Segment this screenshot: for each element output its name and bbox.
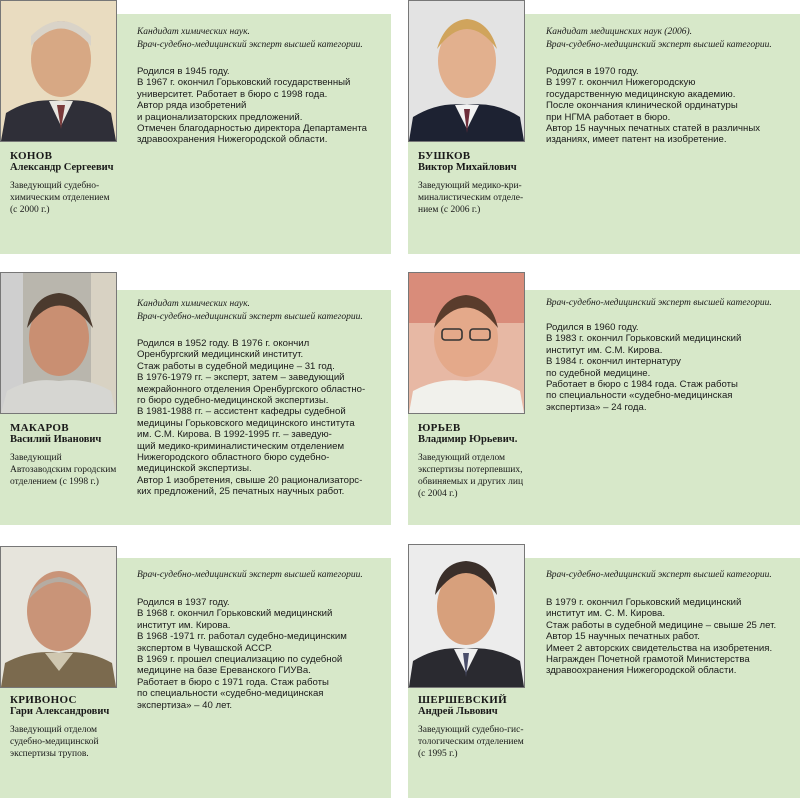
given-name: Василий Иванович (10, 434, 102, 445)
degree-makarov: Кандидат химических наук. Врач-судебно-медицинский эксперт высшей категории. (137, 299, 363, 322)
degree-shershevsky: Врач-судебно-медицинский эксперт высшей категории. (546, 570, 772, 580)
bio-konov: Родился в 1945 году. В 1967 г. окончил Горьковский государственный университет. Работает в бюро с 1998 года. Автор ряда изобретений и рационализаторских предложений. Отмечен благодарностью директора Департамента здравоохранения Нижегородской области. (137, 66, 367, 146)
bio-shershevsky: В 1979 г. окончил Горьковский медицинский институт им. С. М. Кирова. Стаж работы в судебной медицине – свыше 25 лет. Автор 15 научных печатных работ. Имеет 2 авторских свидетельства на изобретения. Награжден Почетной грамотой Министерства здравоохранения Нижегородской области. (546, 597, 777, 677)
photo-shershevsky (408, 544, 525, 688)
name-block-shershevsky (418, 694, 543, 760)
photo-krivonos (0, 546, 117, 688)
bio-yuriev: Родился в 1960 году. В 1983 г. окончил Горьковский медицинский институт им. С.М. Кирова. В 1984 г. окончил интернатуру по судебной медицине. Работает в бюро с 1984 года. Стаж работы по специальности «судебно-медицинская экспертиза» – 24 года. (546, 322, 742, 413)
name-block-konov (10, 150, 120, 216)
name-block-makarov (10, 422, 135, 488)
position-text: Заведующий судебно- химическим отделением (с 2000 г.) (10, 181, 110, 215)
surname: БУШКОВ (418, 150, 471, 162)
degree-yuriev: Врач-судебно-медицинский эксперт высшей категории. (546, 298, 772, 308)
given-name: Александр Сергеевич (10, 162, 114, 173)
photo-yuriev (408, 272, 525, 414)
degree-krivonos: Врач-судебно-медицинский эксперт высшей категории. (137, 570, 363, 580)
given-name: Виктор Михайлович (418, 162, 517, 173)
photo-konov (0, 0, 117, 142)
position-text: Заведующий отделом судебно-медицинской экспертизы трупов. (10, 725, 99, 759)
name-block-krivonos (10, 694, 130, 760)
position-text: Заведующий Автозаводским городским отделением (с 1998 г.) (10, 453, 117, 487)
surname: МАКАРОВ (10, 422, 69, 434)
name-block-yuriev (418, 422, 543, 500)
photo-bushkov (408, 0, 525, 142)
name-block-bushkov (418, 150, 538, 216)
bio-bushkov: Родился в 1970 году. В 1997 г. окончил Нижегородскую государственную медицинскую академию. После окончания клинической ординатуры при НГМА работает в бюро. Автор 15 научных печатных статей в различных изданиях, имеет патент на изобретение. (546, 66, 761, 146)
degree-konov: Кандидат химических наук. Врач-судебно-медицинский эксперт высшей категории. (137, 27, 363, 50)
given-name: Андрей Львович (418, 706, 498, 717)
given-name: Владимир Юрьевич. (418, 434, 518, 445)
photo-makarov (0, 272, 117, 414)
bio-makarov: Родился в 1952 году. В 1976 г. окончил Оренбургский медицинский институт. Стаж работы в судебной медицине – 31 год. В 1976-1979 гг. – эксперт, затем – заведующий межрайонного отделения Оренбургского областно- го бюро судебно-медицинской экспертизы. В 1981-1988 гг. – ассистент кафедры судебной медицины Горьковского медицинского института им. С.М. Кирова. В 1992-1995 гг. – заведую- щий медико-криминалистическим отделением Нижегородского областного бюро судебно- медицинской экспертизы. Автор 1 изобретения, свыше 20 рационализаторс- ких предложений, 25 печатных научных работ. (137, 338, 366, 498)
position-text: Заведующий судебно-гис- тологическим отделением (с 1995 г.) (418, 725, 524, 759)
surname: ЮРЬЕВ (418, 422, 461, 434)
position-text: Заведующий отделом экспертизы потерпевших, обвиняемых и других лиц (с 2004 г.) (418, 453, 524, 499)
surname: КОНОВ (10, 150, 53, 162)
bio-krivonos: Родился в 1937 году. В 1968 г. окончил Горьковский медицинский институт им. Кирова. В 1968 -1971 гг. работал судебно-медицинским экспертом в Чувашской АССР. В 1969 г. прошел специализацию по судебной медицине на базе Ереванского ГИУВа. Работает в бюро с 1971 года. Стаж работы по специальности «судебно-медицинская экспертиза» – 40 лет. (137, 597, 347, 711)
degree-bushkov: Кандидат медицинских наук (2006). Врач-судебно-медицинский эксперт высшей категории. (546, 27, 772, 50)
surname: КРИВОНОС (10, 694, 77, 706)
surname: ШЕРШЕВСКИЙ (418, 694, 507, 706)
position-text: Заведующий медико-кри- миналистическим отделе- нием (с 2006 г.) (418, 181, 524, 215)
given-name: Гари Александрович (10, 706, 110, 717)
